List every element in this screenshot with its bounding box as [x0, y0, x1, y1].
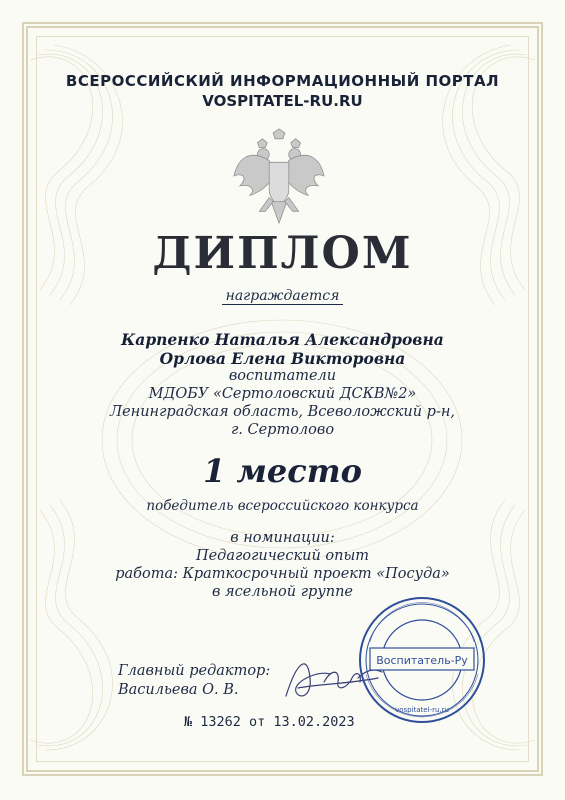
portal-url: VOSPITATEL-RU.RU: [202, 92, 363, 110]
work-group-text: в ясельной группе: [212, 584, 353, 600]
awarded-label: награждается: [222, 288, 344, 305]
double-headed-eagle-emblem-icon: [230, 128, 328, 228]
place-award: 1 место: [203, 452, 362, 490]
stamp-center-text: Воспитатель-Ру: [376, 654, 468, 667]
awarded-label-wrapper: [0, 288, 565, 304]
editor-name: Васильева О. В.: [118, 682, 239, 698]
work-text: работа: Краткосрочный проект «Посуда»: [115, 566, 450, 582]
recipient-name: Карпенко Наталья Александровна: [121, 330, 444, 349]
position-text: воспитатели: [228, 368, 337, 384]
document-title: ДИПЛОМ: [152, 228, 413, 279]
recipient-name: Орлова Елена Викторовна: [159, 349, 406, 368]
stamp-url: vospitatel-ru.ru: [395, 706, 449, 714]
registration-number: № 13262 от 13.02.2023: [184, 714, 355, 730]
region-text: Ленинградская область, Всеволожский р-н,: [109, 404, 456, 420]
nomination-text: Педагогический опыт: [195, 548, 370, 564]
nomination-label: в номинации:: [230, 530, 335, 546]
contest-text: победитель всероссийского конкурса: [146, 498, 419, 514]
editor-label: Главный редактор:: [118, 663, 271, 679]
organization-text: МДОБУ «Сертоловский ДСКВ№2»: [148, 386, 417, 402]
official-seal-icon: [356, 594, 488, 726]
city-text: г. Сертолово: [230, 422, 335, 438]
portal-name: ВСЕРОССИЙСКИЙ ИНФОРМАЦИОННЫЙ ПОРТАЛ: [65, 72, 500, 90]
